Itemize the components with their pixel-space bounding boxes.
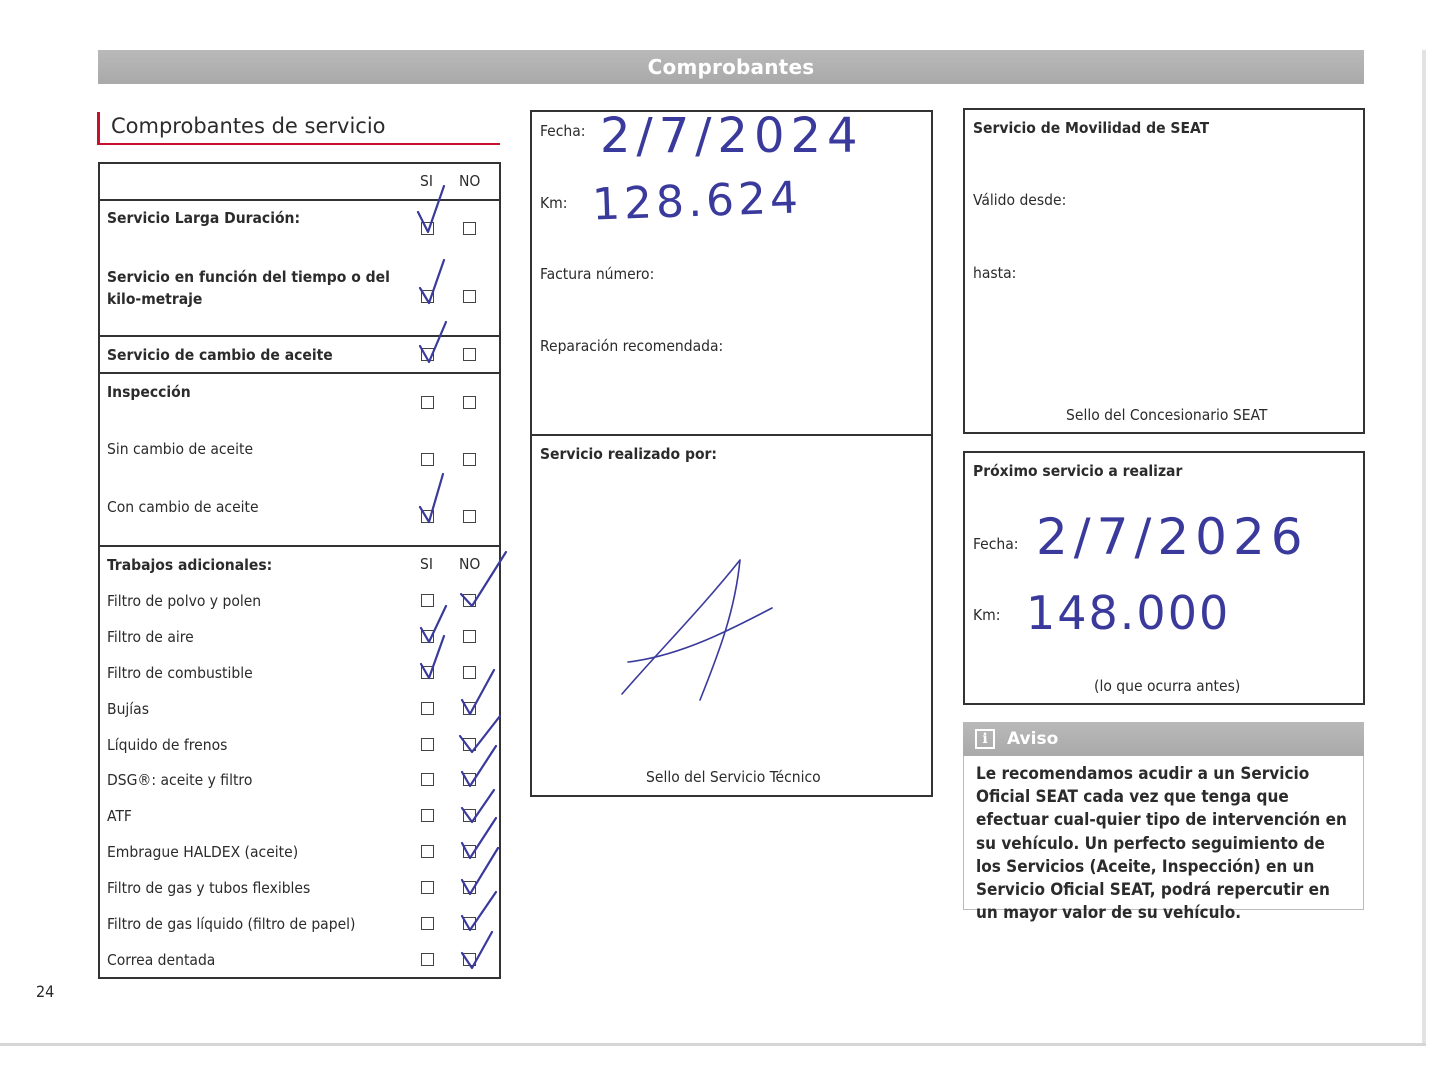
page-number: 24	[36, 982, 55, 1001]
col-si-header: SI	[420, 172, 433, 190]
checklist-item-label: Con cambio de aceite	[107, 498, 259, 516]
check-mark	[462, 932, 492, 968]
proximo-title: Próximo servicio a realizar	[973, 462, 1183, 480]
km-value: 128.624	[591, 172, 803, 231]
check-mark	[460, 716, 500, 752]
header-title: Comprobantes	[647, 55, 815, 79]
factura-label: Factura número:	[540, 265, 655, 283]
section-title: Comprobantes de servicio	[97, 112, 500, 145]
check-mark	[421, 636, 444, 678]
proximo-km-value: 148.000	[1026, 586, 1231, 640]
trabajo-item-label: ATF	[107, 807, 132, 825]
reparacion-label: Reparación recomendada:	[540, 337, 724, 355]
check-mark	[418, 186, 444, 232]
trabajo-item-label: Líquido de frenos	[107, 736, 228, 754]
check-mark	[461, 552, 506, 606]
sello-servicio-label: Sello del Servicio Técnico	[646, 768, 821, 786]
check-mark	[420, 474, 443, 522]
checklist-item-label: Servicio Larga Duración:	[107, 209, 301, 227]
fecha-label: Fecha:	[540, 122, 586, 140]
check-mark	[462, 670, 494, 714]
fecha-value: 2/7/2024	[600, 108, 864, 164]
aviso-title: Aviso	[1007, 729, 1059, 749]
checklist-item-label: Inspección	[107, 383, 191, 401]
trabajos-title: Trabajos adicionales:	[107, 556, 273, 574]
checklist-item-label: Servicio en función del tiempo o del kilo-metraje	[107, 268, 390, 308]
proximo-km-label: Km:	[973, 606, 1001, 624]
check-mark	[462, 790, 494, 822]
checklist-item-label: Servicio de cambio de aceite	[107, 346, 333, 364]
trabajo-item-label: Filtro de combustible	[107, 664, 253, 682]
col-no-header: NO	[459, 555, 481, 573]
sello-concesionario-label: Sello del Concesionario SEAT	[1066, 406, 1268, 424]
col-si-header: SI	[420, 555, 433, 573]
trabajo-item-label: Correa dentada	[107, 951, 216, 969]
signature	[628, 608, 772, 662]
proximo-fecha-value: 2/7/2026	[1036, 508, 1309, 566]
trabajo-item-label: Bujías	[107, 700, 149, 718]
movilidad-title: Servicio de Movilidad de SEAT	[973, 119, 1210, 137]
trabajo-item-label: Embrague HALDEX (aceite)	[107, 843, 299, 861]
hasta-label: hasta:	[973, 264, 1017, 282]
checklist-item-label: Sin cambio de aceite	[107, 440, 254, 458]
trabajo-item-label: Filtro de gas y tubos flexibles	[107, 879, 311, 897]
trabajo-item-label: Filtro de polvo y polen	[107, 592, 262, 610]
check-mark	[462, 746, 496, 786]
proximo-fecha-label: Fecha:	[973, 535, 1019, 553]
check-mark	[420, 322, 446, 362]
realizado-label: Servicio realizado por:	[540, 445, 717, 463]
check-mark	[420, 260, 444, 303]
check-mark	[421, 606, 446, 642]
trabajo-item-label: Filtro de gas líquido (filtro de papel)	[107, 915, 356, 933]
check-mark	[462, 818, 496, 858]
trabajo-item-label: Filtro de aire	[107, 628, 194, 646]
km-label: Km:	[540, 194, 568, 212]
info-icon: i	[975, 729, 995, 749]
col-no-header: NO	[459, 172, 481, 190]
aviso-text: Le recomendamos acudir a un Servicio Oficial SEAT cada vez que tenga que efectuar cual-quier tipo de intervención en su vehículo. Un perfecto seguimiento de los Servicios (Aceite, Inspección) en un Servicio Oficial SEAT, podrá repercutir en un mayor valor de su vehículo.	[963, 756, 1364, 910]
check-mark	[462, 892, 496, 930]
valido-label: Válido desde:	[973, 191, 1067, 209]
proximo-note: (lo que ocurra antes)	[1094, 677, 1241, 695]
trabajo-item-label: DSG®: aceite y filtro	[107, 771, 253, 789]
signature	[622, 560, 740, 700]
